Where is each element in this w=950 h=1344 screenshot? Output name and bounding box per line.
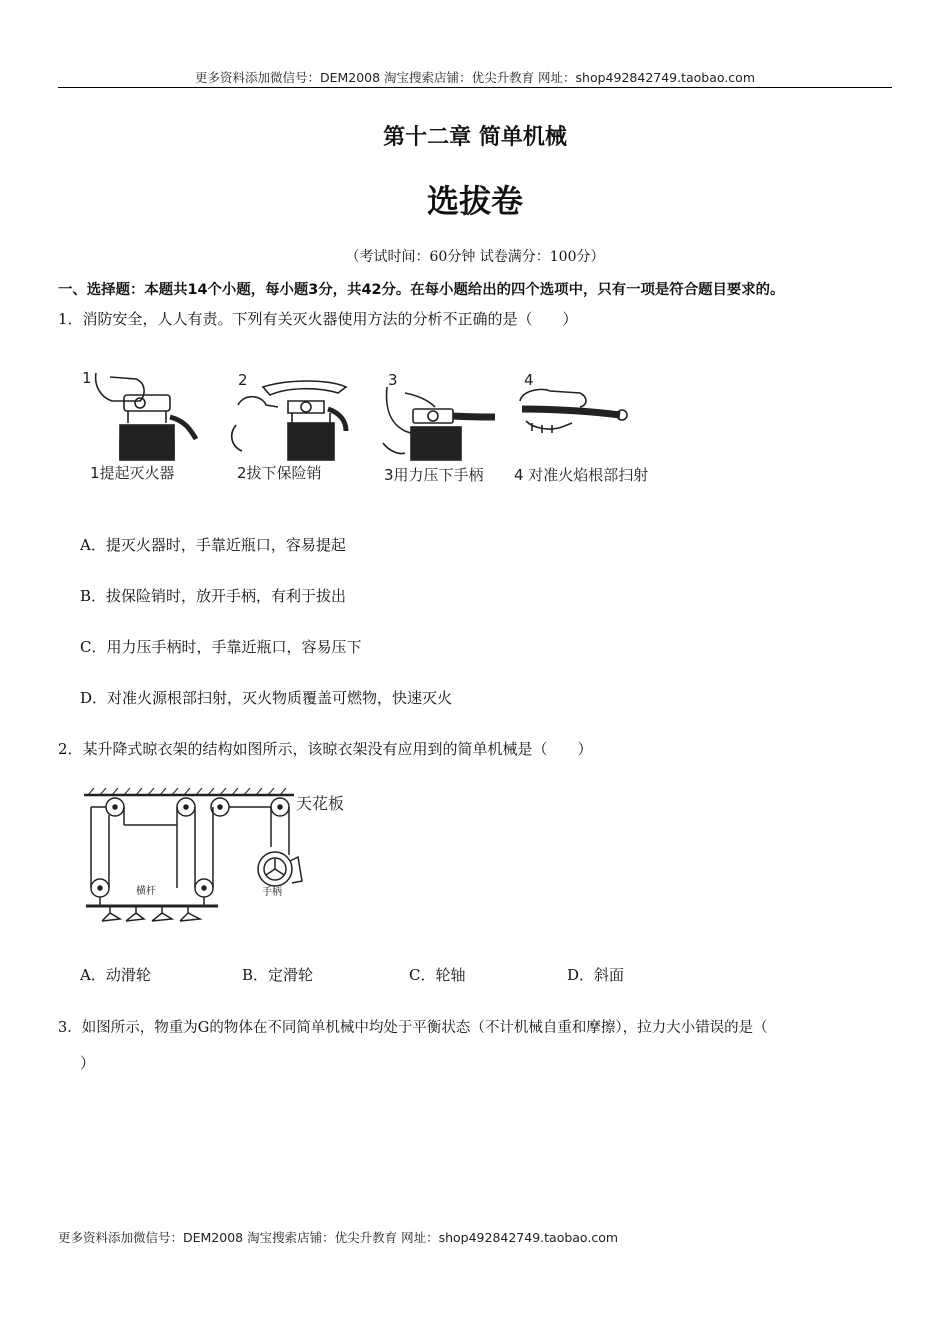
- option-label: A．: [80, 966, 106, 984]
- question-number: 3．: [58, 1020, 82, 1036]
- question-3-continued: ）: [80, 1054, 96, 1072]
- option-label: A．: [80, 536, 106, 554]
- ceiling-label: 天花板: [296, 794, 345, 813]
- clothes-rack-figure: [80, 785, 370, 935]
- option-a[interactable]: [80, 534, 346, 555]
- option-c[interactable]: [409, 964, 466, 985]
- question-number: 1．: [58, 310, 83, 328]
- page-header: 更多资料添加微信号：DEM2008 淘宝搜索店铺：优尖升教育 网址：shop492842749.taobao.com: [194, 70, 756, 85]
- question-2: [58, 738, 593, 759]
- option-text: 拔保险销时，放开手柄，有利于拔出: [106, 587, 347, 605]
- option-label: C．: [80, 638, 107, 656]
- question-stem: 某升降式晾衣架的结构如图所示，该晾衣架没有应用到的简单机械是（ ）: [82, 740, 593, 758]
- figure-caption-2: 2拔下保险销: [237, 464, 322, 482]
- option-b[interactable]: [242, 964, 313, 985]
- question-3: [58, 1016, 768, 1037]
- figure-caption-4: 4 对准火焰根部扫射: [514, 466, 649, 484]
- rail-label: 横杆: [136, 886, 156, 897]
- figure-caption-1: 1提起灭火器: [90, 464, 175, 482]
- option-label: D．: [567, 966, 595, 984]
- exam-info: （考试时间：60分钟 试卷满分：100分）: [345, 249, 605, 265]
- document-title: 选拔卷: [426, 182, 523, 220]
- figure-panel-3: [383, 387, 495, 460]
- option-text: 轮轴: [435, 966, 466, 984]
- option-label: B．: [80, 587, 107, 605]
- header-divider: [58, 87, 892, 88]
- page-footer: 更多资料添加微信号：DEM2008 淘宝搜索店铺：优尖升教育 网址：shop492842749.taobao.com: [58, 1230, 619, 1245]
- figure-panel-2: [232, 381, 346, 460]
- section-heading: 一、选择题：本题共14个小题，每小题3分，共42分。在每小题给出的四个选项中，只有一项是符合题目要求的。: [58, 282, 785, 298]
- figure-caption-3: 3用力压下手柄: [384, 466, 484, 484]
- option-d[interactable]: [567, 964, 624, 985]
- option-text: 用力压手柄时，手靠近瓶口，容易压下: [106, 638, 362, 656]
- fire-extinguisher-figure: [70, 365, 690, 490]
- option-label: D．: [80, 689, 108, 707]
- question-number: 2．: [58, 740, 83, 758]
- question-stem: 消防安全，人人有责。下列有关灭火器使用方法的分析不正确的是（ ）: [82, 310, 578, 328]
- figure-label-3: 3: [388, 371, 398, 389]
- option-c[interactable]: [80, 636, 362, 657]
- figure-label-1: 1: [82, 369, 92, 387]
- option-text: 动滑轮: [105, 966, 151, 984]
- figure-label-4: 4: [524, 371, 534, 389]
- figure-panel-1: [96, 373, 196, 460]
- figure-label-2: 2: [238, 371, 248, 389]
- chapter-title: 第十二章 简单机械: [383, 125, 567, 150]
- question-stem: 如图所示，物重为G的物体在不同简单机械中均处于平衡状态（不计机械自重和摩擦），拉力大小错误的是（: [81, 1020, 768, 1036]
- option-label: C．: [409, 966, 436, 984]
- option-a[interactable]: [80, 964, 151, 985]
- handle-label: 手柄: [262, 887, 282, 898]
- option-text: 斜面: [594, 966, 625, 984]
- option-text: 定滑轮: [268, 966, 314, 984]
- option-text: 提灭火器时，手靠近瓶口，容易提起: [105, 536, 346, 554]
- figure-panel-4: [520, 389, 627, 433]
- option-b[interactable]: [80, 585, 346, 606]
- option-label: B．: [242, 966, 269, 984]
- option-text: 对准火源根部扫射，灭火物质覆盖可燃物，快速灭火: [107, 689, 453, 707]
- option-d[interactable]: [80, 687, 452, 708]
- question-1: [58, 308, 578, 329]
